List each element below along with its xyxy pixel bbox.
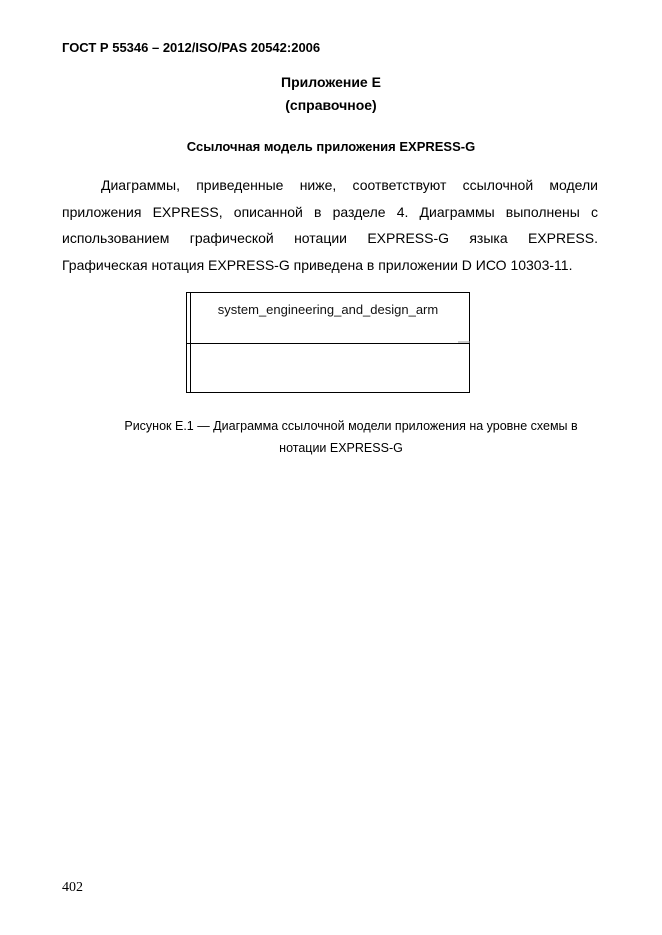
- annex-title: [0, 74, 662, 90]
- figure-caption: [0, 415, 662, 459]
- document-header: ГОСТ Р 55346 – 2012/ISO/PAS 20542:2006: [62, 40, 321, 55]
- caption-line-2: нотации EXPRESS-G: [279, 441, 403, 455]
- annex-subtitle: [0, 97, 662, 113]
- page-number: 402: [62, 880, 83, 895]
- caption-line-1: Рисунок Е.1 — Диаграмма ссылочной модели приложения на уровне схемы в: [124, 419, 578, 433]
- express-g-schema-diagram: [186, 292, 470, 393]
- annex-title-text: Приложение Е: [281, 74, 381, 90]
- section-title: Ссылочная модель приложения EXPRESS-G: [186, 139, 476, 154]
- annex-subtitle-text: (справочное): [285, 97, 377, 113]
- schema-name-label: system_engineering_and_design_arm: [217, 302, 439, 317]
- body-paragraph: Диаграммы, приведенные ниже, соответствуют ссылочной модели приложения EXPRESS, описанной в разделе 4. Диаграммы выполнены с использованием графической нотации EXPRESS-G языка EXPRESS. Графическая нотация EXPRESS-G приведена в приложении D ИСО 10303-11.: [62, 177, 598, 273]
